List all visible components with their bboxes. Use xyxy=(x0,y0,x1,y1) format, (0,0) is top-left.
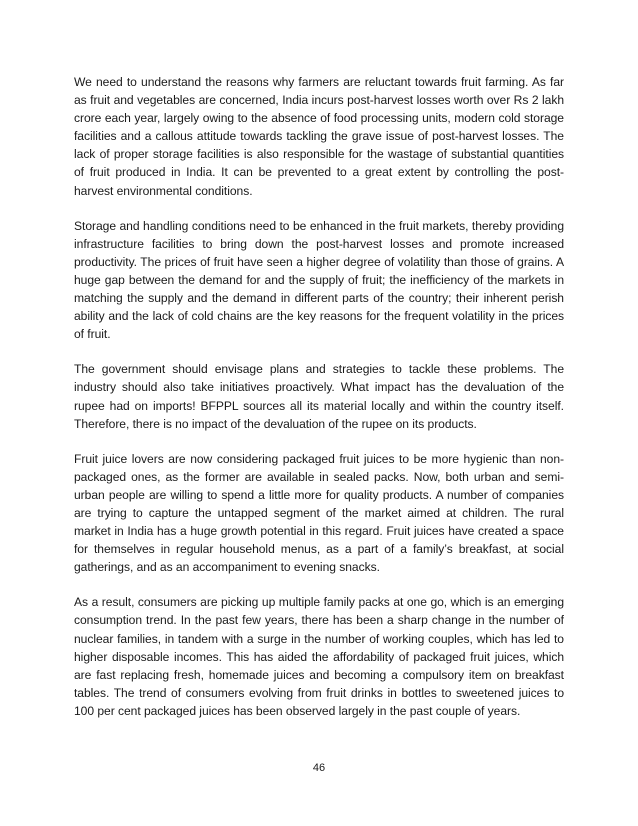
body-text xyxy=(74,73,564,737)
paragraph-3: The government should envisage plans and strategies to tackle these problems. The industry should also take initiatives proactively. What impact has the devaluation of the rupee had on imports! BFPPL sources all its material locally and within the country itself. Therefore, there is no impact of the devaluation of the rupee on its products. xyxy=(74,362,564,431)
paragraph-4: Fruit juice lovers are now considering packaged fruit juices to be more hygienic than non-packaged ones, as the former are available in sealed packs. Now, both urban and semi-urban people are willing to spend a little more for quality products. A number of companies are trying to capture the untapped segment of the market aimed at children. The rural market in India has a huge growth potential in this regard. Fruit juices have created a space for themselves in regular household menus, as a part of a family’s breakfast, at social gatherings, and as an accompaniment to evening snacks. xyxy=(74,451,564,575)
page-number: 46 xyxy=(312,762,326,774)
paragraph-2: Storage and handling conditions need to be enhanced in the fruit markets, thereby providing infrastructure facilities to bring down the post-harvest losses and promote increased productivity. The prices of fruit have seen a higher degree of volatility than those of grains. A huge gap between the demand for and the supply of fruit; the inefficiency of the markets in matching the supply and the demand in different parts of the country; their inherent perish ability and the lack of cold chains are the key reasons for the frequent volatility in the prices of fruit. xyxy=(74,218,564,342)
paragraph-1: We need to understand the reasons why farmers are reluctant towards fruit farming. As far as fruit and vegetables are concerned, India incurs post-harvest losses worth over Rs 2 lakh crore each year, largely owing to the absence of food processing units, modern cold storage facilities and a callous attitude towards tackling the grave issue of post-harvest losses. The lack of proper storage facilities is also responsible for the wastage of substantial quantities of fruit produced in India. It can be prevented to a great extent by controlling the post-harvest environmental conditions. xyxy=(74,75,564,198)
paragraph-5: As a result, consumers are picking up multiple family packs at one go, which is an emerging consumption trend. In the past few years, there has been a sharp change in the number of nuclear families, in tandem with a surge in the number of working couples, which has led to higher disposable incomes. This has aided the affordability of packaged fruit juices, which are fast replacing fresh, homemade juices and becoming a compulsory item on breakfast tables. The trend of consumers evolving from fruit drinks in bottles to sweetened juices to 100 per cent packaged juices has been observed largely in the past couple of years. xyxy=(74,595,564,718)
